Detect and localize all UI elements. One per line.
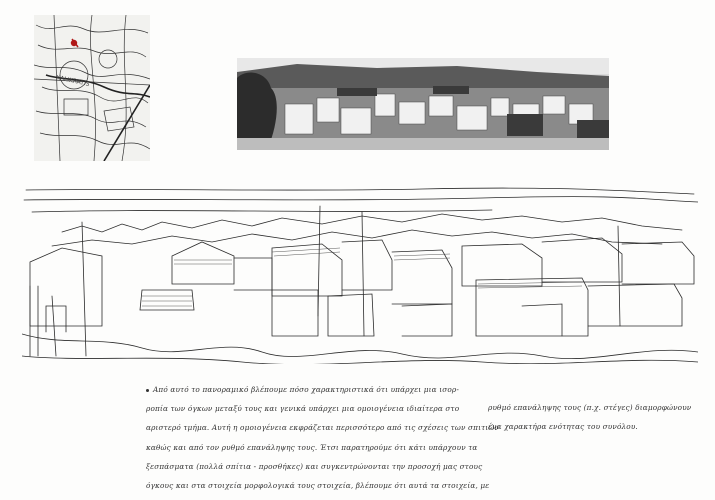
caption-line: ένα χαρακτήρα ενότητας του συνόλου. <box>488 422 638 432</box>
caption-line: καθώς και από τον ρυθμό επανάληψης τους. Έτσι παρατηρούμε ότι κάτι υπάρχουν τα <box>146 442 478 452</box>
caption-line: όγκους και στα στοιχεία μορφολογικά τους στοιχεία, βλέπουμε ότι αυτά τα στοιχεία, με <box>146 481 490 491</box>
location-map-image <box>34 15 150 161</box>
caption-line-text: Από αυτό το πανοραμικό βλέπουμε πόσο χαρακτηριστικά ότι υπάρχει μια ισορ- <box>153 385 459 394</box>
caption-line: αριστερό τμήμα. Αυτή η ομοιογένεια εκφράζεται περισσότερο από τις σχέσεις των σπιτιών <box>146 423 499 433</box>
panorama-photo-image <box>237 58 609 150</box>
sketch-drawing <box>22 186 698 364</box>
caption-line <box>146 380 476 399</box>
caption-line: ρυθμό επανάληψης τους (π.χ. στέγες) διαμορφώνουν <box>488 403 692 412</box>
caption-main-paragraph <box>146 380 499 495</box>
svg-text:KALIKRATIS: KALIKRATIS <box>55 74 91 88</box>
map-drawing <box>34 15 150 161</box>
caption-line: ξεσπάσματα (πολλά σπίτια - προσθήκες) και συγκεντρώνονται την προσοχή μας στους <box>146 461 483 471</box>
photo-drawing <box>237 58 609 150</box>
caption-line: ροπία των όγκων μεταξύ τους και γενικά υπάρχει μια ομοιογένεια ιδιαίτερα στο <box>146 404 460 414</box>
bullet-icon <box>146 389 149 392</box>
ink-sketch-image <box>22 186 698 364</box>
caption-side-paragraph <box>488 398 700 436</box>
